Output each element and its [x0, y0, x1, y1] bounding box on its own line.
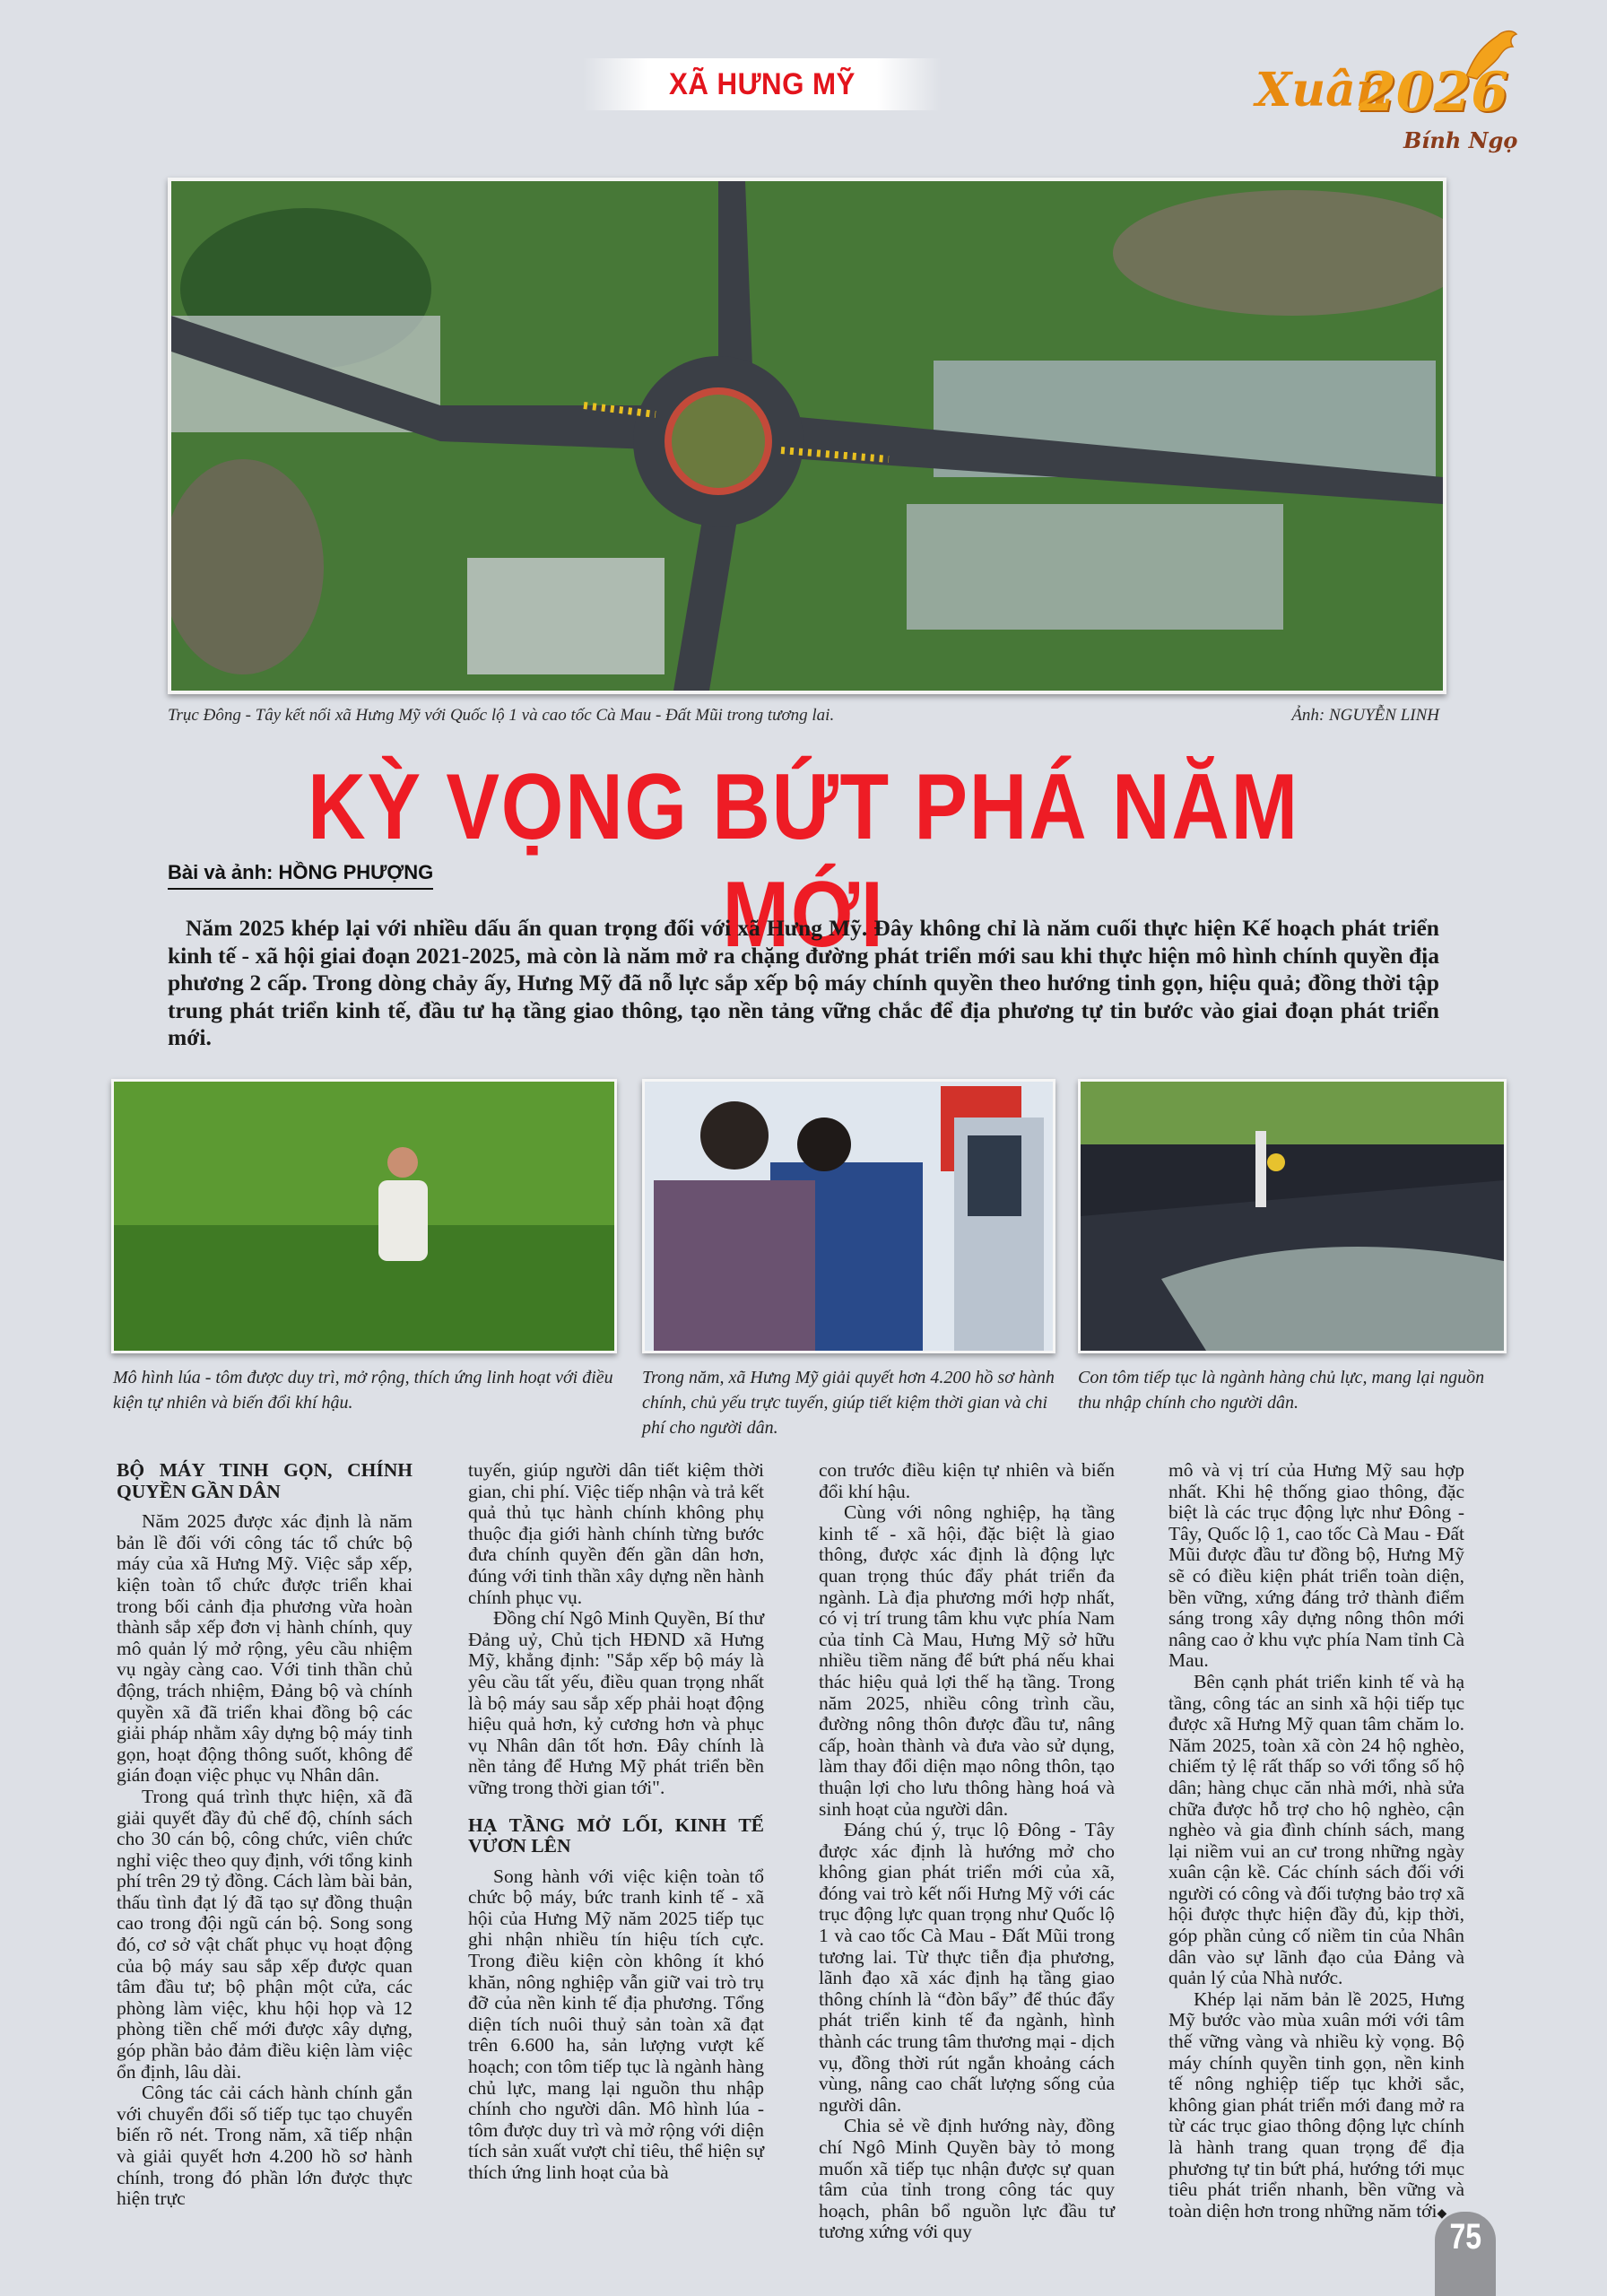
body-column-4 [1168, 1460, 1464, 2224]
body-paragraph: Đồng chí Ngô Minh Quyền, Bí thư Đảng uỷ, Chủ tịch HĐND xã Hưng Mỹ, khẳng định: "Sắp xếp bộ máy là yêu cầu tất yếu, điều quan trọng nhất là bộ máy sau sắp xếp phải hoạt động hiệu quả hơn, kỷ cương hơn và phục vụ Nhân dân tốt hơn. Đây chính là nền tảng để Hưng Mỹ phát triển bền vững trong thời gian tới". [468, 1607, 764, 1798]
body-column-3 [819, 1460, 1115, 2243]
photo-shrimp-pond [1078, 1079, 1507, 1353]
photo-caption-kiosk: Trong năm, xã Hưng Mỹ giải quyết hơn 4.200 hồ sơ hành chính, chủ yếu trực tuyến, giúp tiết kiệm thời gian và chi phí cho người dân. [642, 1368, 1055, 1438]
body-paragraph: Bên cạnh phát triển kinh tế và hạ tầng, công tác an sinh xã hội tiếp tục được xã Hưng Mỹ quan tâm chăm lo. Năm 2025, toàn xã còn 24 hộ nghèo, chiếm tỷ lệ rất thấp so với tổng số hộ dân; hàng chục căn nhà mới, nhà sửa chữa được hỗ trợ cho hộ nghèo, cận nghèo và gia đình chính sách, mang lại niềm vui an cư trong những ngày xuân cận kề. Các chính sách đối với người có công và đối tượng bảo trợ xã hội được thực hiện đầy đủ, kịp thời, góp phần củng cố niềm tin của Nhân dân vào sự lãnh đạo của Đảng và quản lý của Nhà nước. [1168, 1670, 1464, 1989]
byline-author: HỒNG PHƯỢNG [278, 861, 434, 883]
logo-subtitle: Bính Ngọ [1403, 127, 1518, 153]
article-lead: Năm 2025 khép lại với nhiều dấu ấn quan trọng đối với xã Hưng Mỹ. Đây không chỉ là năm cuối thực hiện Kế hoạch phát triển kinh tế - xã hội giai đoạn 2021-2025, mà còn là năm mở ra chặng đường phát triển mới sau khi thực hiện mô hình chính quyền địa phương 2 cấp. Trong dòng chảy ấy, Hưng Mỹ đã nỗ lực sắp xếp bộ máy chính quyền theo hướng tinh gọn, hiệu quả; đồng thời tập trung phát triển kinh tế, đầu tư hạ tầng giao thông, tạo nền tảng vững chắc để địa phương tự tin bước vào giai đoạn phát triển mới. [168, 915, 1439, 1050]
body-paragraph: Năm 2025 được xác định là năm bản lề đối với công tác tổ chức bộ máy của xã Hưng Mỹ. Việc sắp xếp, kiện toàn tổ chức được triển khai trong bối cảnh địa phương vừa hoàn thành sắp xếp đơn vị hành chính, quy mô quản lý mở rộng, yêu cầu nhiệm vụ ngày càng cao. Với tinh thần chủ động, trách nhiệm, Đảng bộ và chính quyền xã đã triển khai đồng bộ các giải pháp nhằm xây dựng bộ máy tinh gọn, hoạt động thông suốt, không để gián đoạn việc phục vụ Nhân dân. [117, 1510, 413, 1787]
body-paragraph: Cùng với nông nghiệp, hạ tầng kinh tế - xã hội, đặc biệt là giao thông, được xác định là động lực quan trọng thúc đẩy phát triển đa ngành. Là địa phương mới hợp nhất, có vị trí trung tâm khu vực phía Nam của tỉnh Cà Mau, Hưng Mỹ sở hữu nhiều tiềm năng để bứt phá nếu khai thác hiệu quả lợi thế hạ tầng. Trong năm 2025, nhiều công trình cầu, đường nông thôn được đầu tư, nâng cấp, hoàn thành và đưa vào sử dụng, làm thay đổi diện mạo nông thôn, tạo thuận lợi cho lưu thông hàng hoá và sinh hoạt của người dân. [819, 1501, 1115, 1820]
body-paragraph-continued: tuyến, giúp người dân tiết kiệm thời gian, chi phí. Việc tiếp nhận và trả kết quả thủ tục hành chính không phụ thuộc địa giới hành chính từng bước đưa chính quyền đến gần dân hơn, đúng với tinh thần xây dựng nền hành chính phục vụ. [468, 1459, 764, 1608]
article-headline: KỲ VỌNG BỨT PHÁ NĂM MỚI [308, 755, 1299, 967]
body-column-1 [117, 1460, 413, 2210]
logo-year: 2026 [1359, 61, 1508, 124]
aerial-roundabout-illustration [171, 181, 1443, 691]
body-paragraph: Trong quá trình thực hiện, xã đã giải quyết đầy đủ chế độ, chính sách cho 30 cán bộ, công chức, viên chức nghỉ việc theo quy định, với tổng kinh phí trên 29 tỷ đồng. Cách làm bài bản, thấu tình đạt lý đã tạo sự đồng thuận cao trong đội ngũ cán bộ. Song song đó, cơ sở vật chất phục vụ hoạt động của bộ máy sau sắp xếp được quan tâm đầu tư; bộ phận một cửa, các phòng làm việc, khu hội họp và 12 phòng tiền chế mới được xây dựng, góp phần bảo đảm điều kiện làm việc ổn định, lâu dài. [117, 1785, 413, 2083]
section-heading-infrastructure: HẠ TẦNG MỞ LỐI, KINH TẾ VƯƠN LÊN [468, 1813, 764, 1857]
photo-rice-field [111, 1079, 617, 1353]
byline-prefix: Bài và ảnh: [168, 861, 274, 883]
logo-script: Xuân [1255, 63, 1390, 117]
section-tag [583, 58, 942, 110]
xuan-2026-logo [1247, 27, 1542, 161]
page-number: 75 [1449, 2217, 1481, 2257]
section-tag-label: XÃ HƯNG MỸ [669, 66, 856, 101]
hero-photo-credit: Ảnh: NGUYỄN LINH [1291, 706, 1439, 725]
byline [168, 861, 433, 890]
body-paragraph: Chia sẻ về định hướng này, đồng chí Ngô Minh Quyền bày tỏ mong muốn xã tiếp tục nhận được sự quan tâm của tỉnh trong công tác quy hoạch, phân bổ nguồn lực đầu tư tương xứng với quy [819, 2115, 1115, 2243]
body-paragraph-continued: con trước điều kiện tự nhiên và biến đổi khí hậu. [819, 1459, 1115, 1502]
hero-photo-roundabout [168, 178, 1446, 694]
section-heading-apparatus: BỘ MÁY TINH GỌN, CHÍNH QUYỀN GẦN DÂN [117, 1459, 413, 1502]
body-column-2 [468, 1460, 764, 2184]
photo-admin-kiosk [642, 1079, 1055, 1353]
body-paragraph: Song hành với việc kiện toàn tổ chức bộ máy, bức tranh kinh tế - xã hội của Hưng Mỹ năm 2025 tiếp tục ghi nhận nhiều tín hiệu tích cực. Trong điều kiện còn không ít khó khăn, nông nghiệp vẫn giữ vai trò trụ đỡ của nền kinh tế địa phương. Tổng diện tích nuôi thuỷ sản toàn xã đạt trên 6.600 ha, sản lượng vượt kế hoạch; con tôm tiếp tục là ngành hàng chủ lực, mang lại nguồn thu nhập chính cho người dân. Mô hình lúa - tôm được duy trì và mở rộng với diện tích sản xuất vượt chỉ tiêu, thể hiện sự thích ứng linh hoạt của bà [468, 1865, 764, 2183]
end-mark-icon: ◆ [1437, 2206, 1447, 2221]
hero-photo-caption: Trục Đông - Tây kết nối xã Hưng Mỹ với Quốc lộ 1 và cao tốc Cà Mau - Đất Mũi trong tương lai. [168, 706, 835, 725]
admin-kiosk-illustration [645, 1082, 1053, 1351]
body-paragraph: Đáng chú ý, trục lộ Đông - Tây được xác định là hướng mở cho không gian phát triển mới của xã, đóng vai trò kết nối Hưng Mỹ với các trục động lực quan trọng như Quốc lộ 1 và cao tốc Cà Mau - Đất Mũi trong tương lai. Từ thực tiễn địa phương, lãnh đạo xã xác định hạ tầng giao thông chính là “đòn bẩy” để thúc đẩy phát triển kinh tế đa ngành, hình thành các trung tâm thương mại - dịch vụ, đồng thời rút ngắn khoảng cách vùng, nâng cao chất lượng sống của người dân. [819, 1819, 1115, 2116]
photo-caption-rice: Mô hình lúa - tôm được duy trì, mở rộng, thích ứng linh hoạt với điều kiện tự nhiên và biến đổi khí hậu. [113, 1368, 613, 1413]
rice-field-illustration [114, 1082, 614, 1351]
closing-text: Khép lại năm bản lề 2025, Hưng Mỹ bước vào mùa xuân mới với tâm thế vững vàng và nhiều kỳ vọng. Bộ máy chính quyền tinh gọn, nền kinh tế nông nghiệp tiếp tục khởi sắc, không gian phát triển mới đang mở ra từ các trục giao thông động lực chính là hành trang quan trọng để địa phương tự tin bứt phá, hướng tới mục tiêu phát triển nhanh, bền vững và toàn diện hơn trong những năm tới [1168, 1987, 1464, 2222]
body-paragraph-continued: mô và vị trí của Hưng Mỹ sau hợp nhất. Khi hệ thống giao thông, đặc biệt là các trục động lực như Đông - Tây, Quốc lộ 1, cao tốc Cà Mau - Đất Mũi được đầu tư đồng bộ, Hưng Mỹ sẽ có điều kiện phát triển toàn diện, bền vững, xứng đáng trở thành điểm sáng trong xây dựng nông thôn mới nâng cao ở khu vực phía Nam tỉnh Cà Mau. [1168, 1459, 1464, 1672]
body-paragraph: Công tác cải cách hành chính gắn với chuyển đổi số tiếp tục tạo chuyển biến rõ nét. Trong năm, xã tiếp nhận và giải quyết hơn 4.200 hồ sơ hành chính, trong đó phần lớn được thực hiện trực [117, 2082, 413, 2210]
page-number-tab [1435, 2212, 1496, 2296]
shrimp-pond-illustration [1081, 1082, 1504, 1351]
photo-caption-shrimp: Con tôm tiếp tục là ngành hàng chủ lực, mang lại nguồn thu nhập chính cho người dân. [1078, 1368, 1485, 1413]
body-paragraph-final [1168, 1989, 1464, 2225]
